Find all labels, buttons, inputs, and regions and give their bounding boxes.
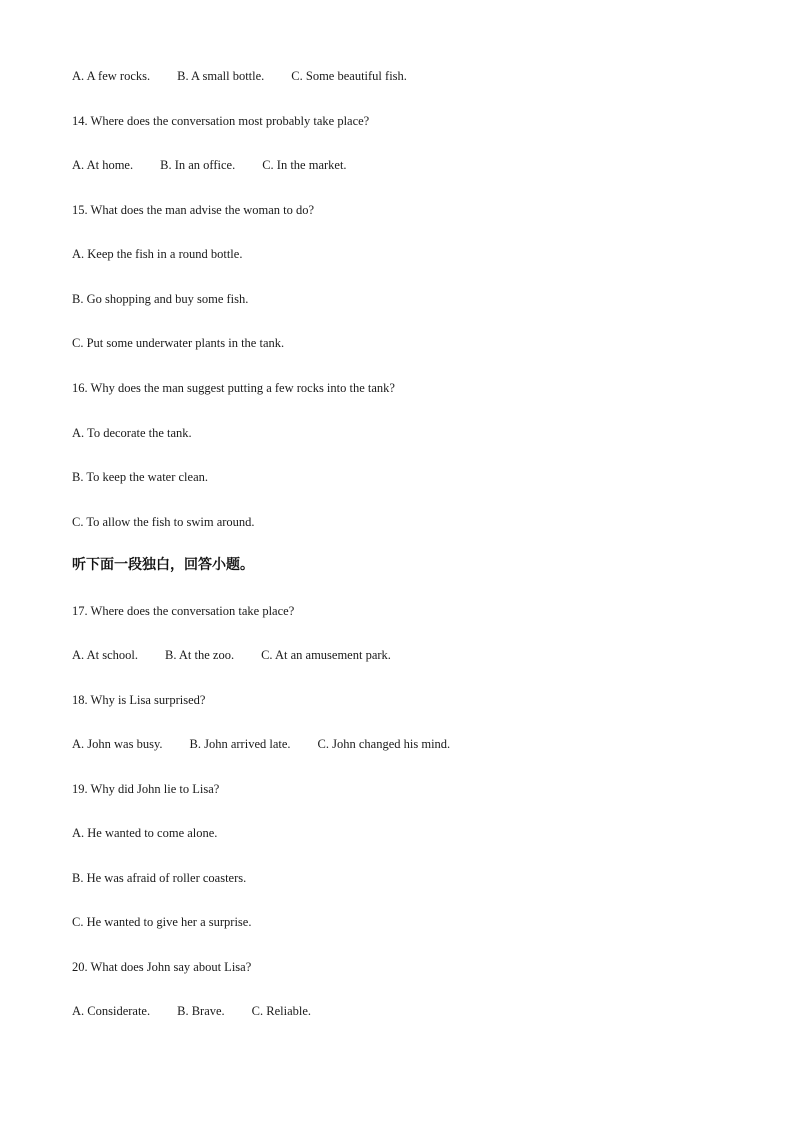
- q16-option-a: A. To decorate the tank.: [72, 426, 192, 440]
- q16-option-b: B. To keep the water clean.: [72, 470, 208, 484]
- option-c: C. John changed his mind.: [317, 737, 451, 751]
- q19-option-c: C. He wanted to give her a surprise.: [72, 915, 252, 929]
- q15-option-b: B. Go shopping and buy some fish.: [72, 292, 249, 306]
- question-17: 17. Where does the conversation take place?: [72, 604, 295, 618]
- question-19: 19. Why did John lie to Lisa?: [72, 782, 220, 796]
- q13-options: [72, 68, 407, 84]
- section-heading: 听下面一段独白，回答小题。: [72, 557, 254, 573]
- option-a: A. John was busy.: [72, 737, 163, 751]
- question-20: 20. What does John say about Lisa?: [72, 960, 252, 974]
- q19-option-b: B. He was afraid of roller coasters.: [72, 871, 247, 885]
- q20-options: [72, 1003, 311, 1019]
- q18-options: [72, 736, 450, 752]
- option-c: C. In the market.: [262, 158, 347, 172]
- option-a: A. At school.: [72, 648, 138, 662]
- option-a: A. Considerate.: [72, 1004, 151, 1018]
- q15-option-c: C. Put some underwater plants in the tank.: [72, 336, 285, 350]
- option-b: B. Brave.: [177, 1004, 225, 1018]
- q15-option-a: A. Keep the fish in a round bottle.: [72, 247, 243, 261]
- option-b: B. At the zoo.: [164, 648, 235, 662]
- question-16: 16. Why does the man suggest putting a few rocks into the tank?: [72, 381, 395, 395]
- q17-options: [72, 647, 391, 663]
- q14-options: [72, 157, 347, 173]
- question-18: 18. Why is Lisa surprised?: [72, 693, 206, 707]
- q19-option-a: A. He wanted to come alone.: [72, 826, 218, 840]
- option-b: B. In an office.: [160, 158, 236, 172]
- question-14: 14. Where does the conversation most probably take place?: [72, 114, 370, 128]
- option-b: B. John arrived late.: [189, 737, 291, 751]
- q16-option-c: C. To allow the fish to swim around.: [72, 515, 255, 529]
- option-c: C. Some beautiful fish.: [291, 69, 407, 83]
- option-a: A. A few rocks.: [72, 69, 151, 83]
- question-15: 15. What does the man advise the woman to do?: [72, 203, 315, 217]
- option-b: B. A small bottle.: [177, 69, 265, 83]
- option-c: C. Reliable.: [251, 1004, 312, 1018]
- option-a: A. At home.: [72, 158, 134, 172]
- option-c: C. At an amusement park.: [261, 648, 391, 662]
